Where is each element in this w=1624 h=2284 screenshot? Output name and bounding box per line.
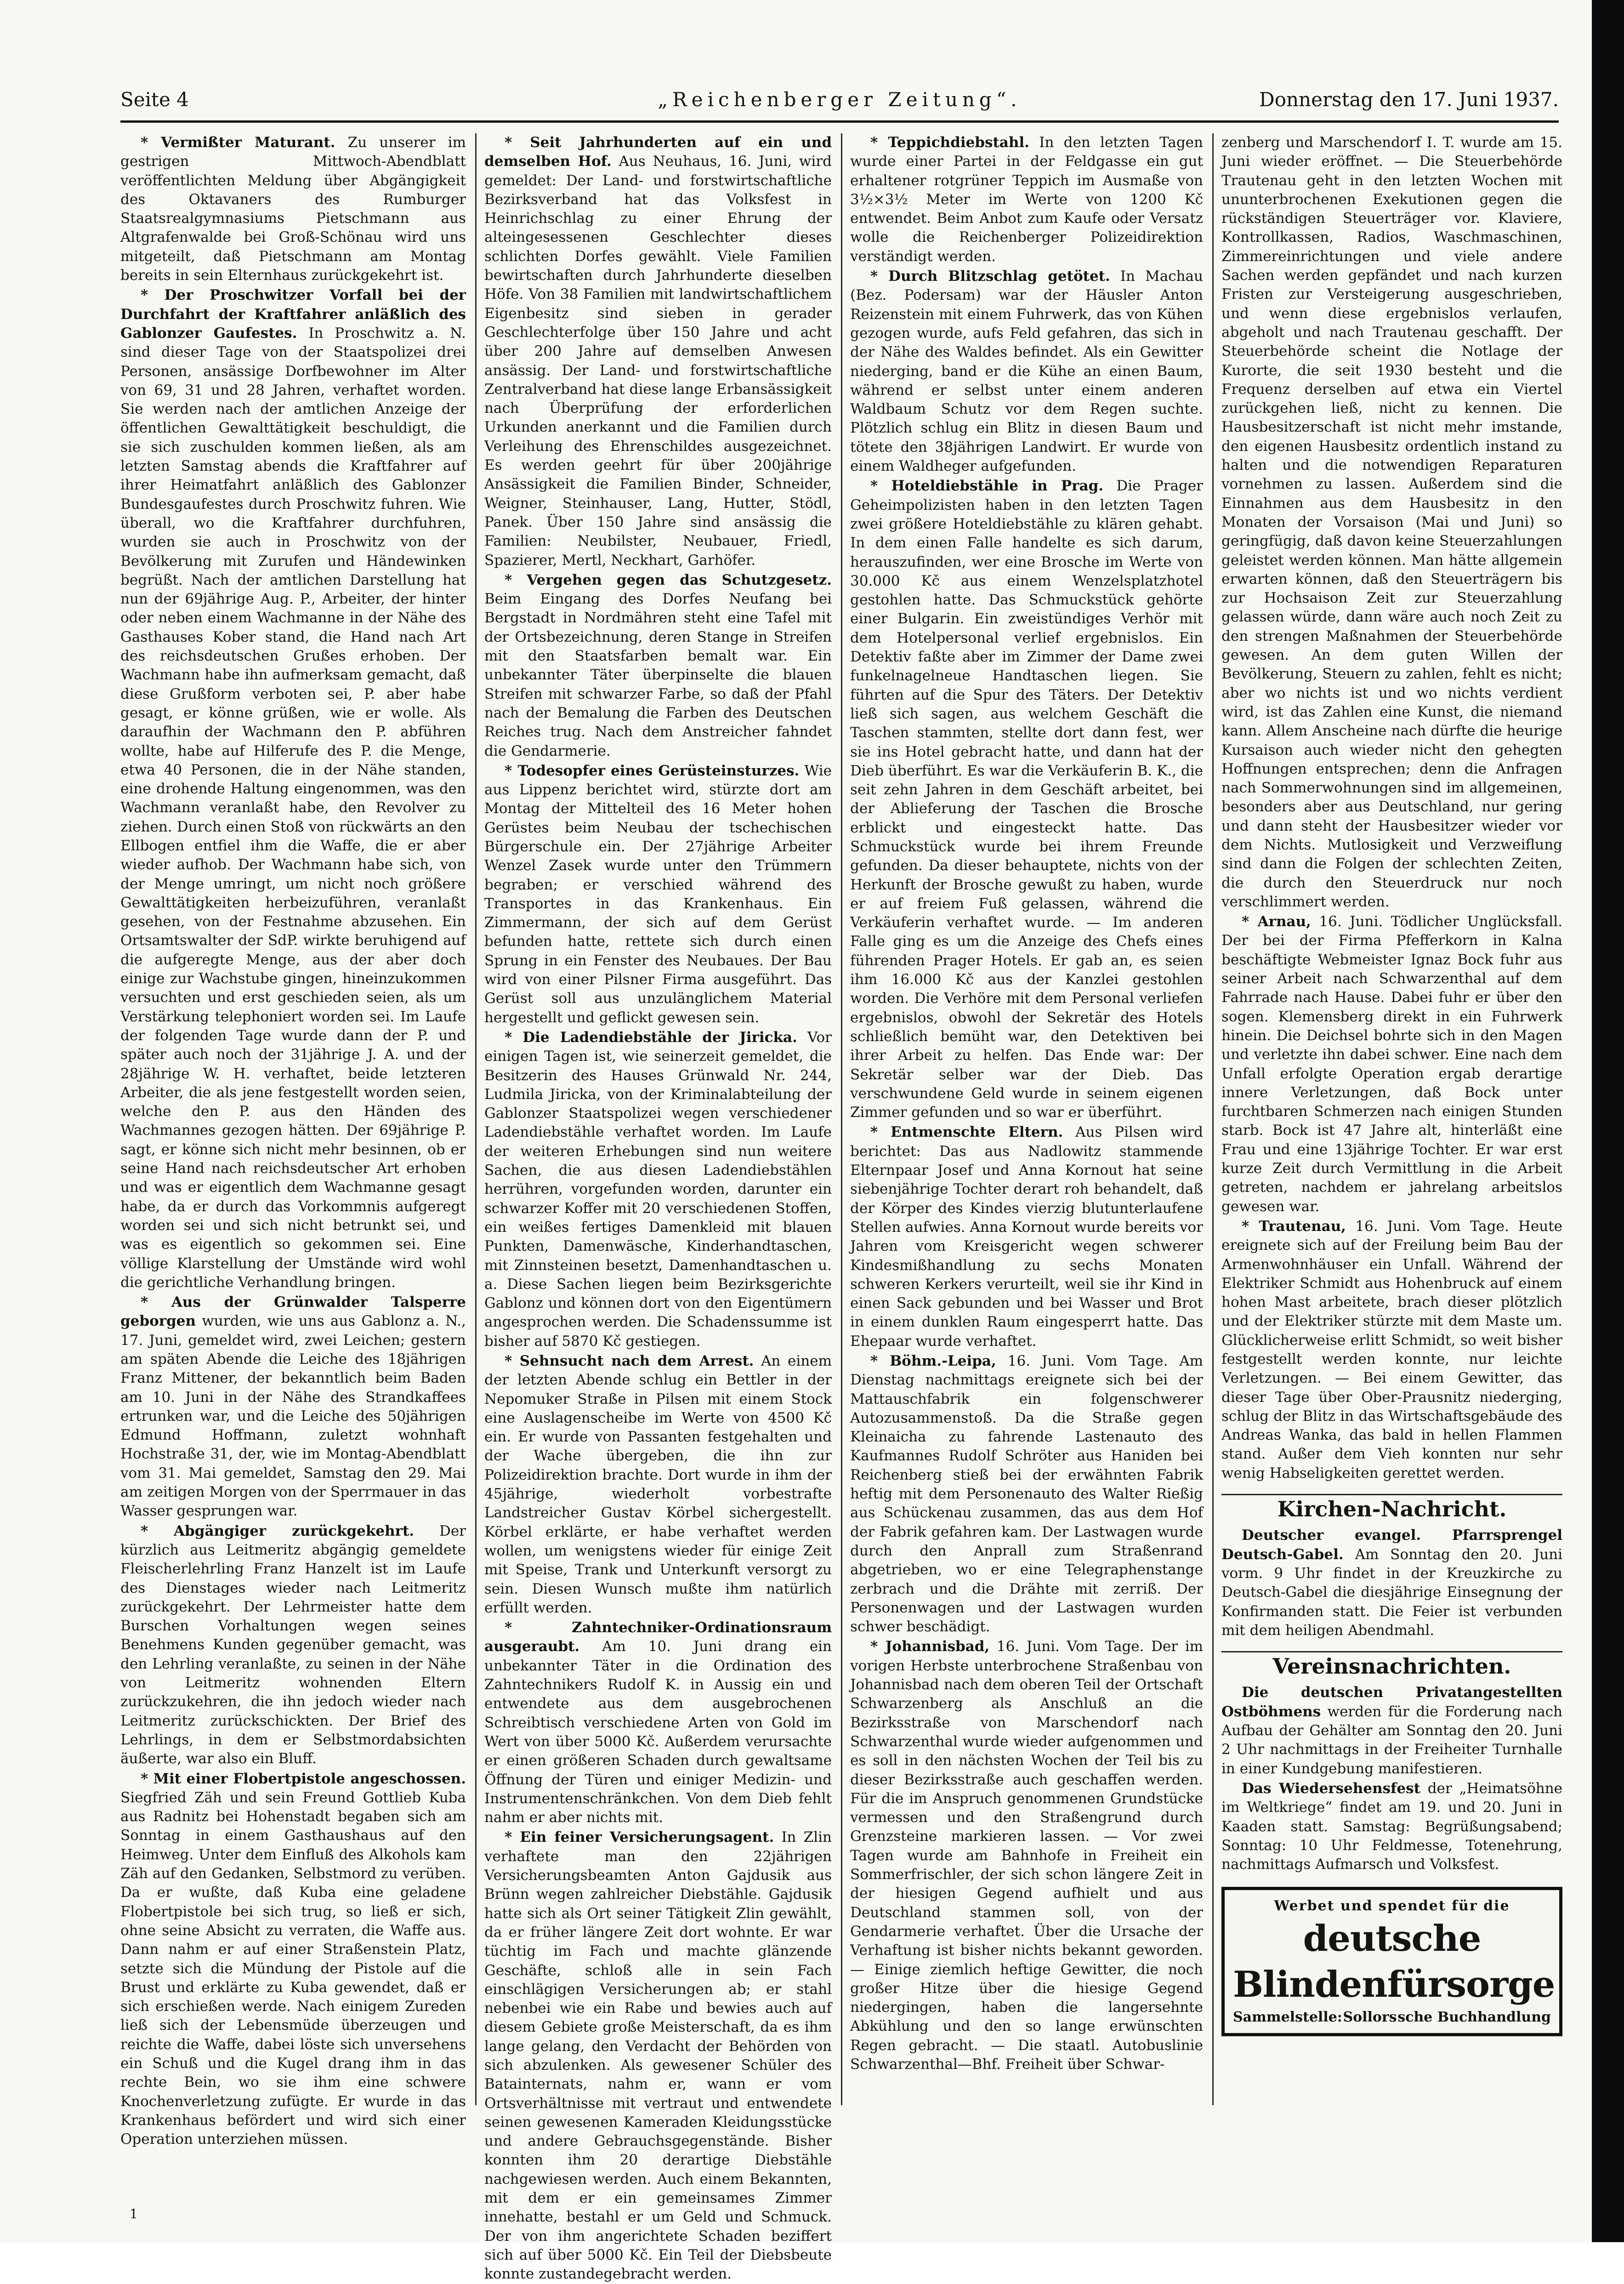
- article: [484, 1352, 832, 1618]
- article-text: In den letzten Tagen wurde einer Partei in der Feldgasse ein gut erhaltener rotgrüner Teppich im Ausmaße von 3½×3½ Meter im Werte von 1200 Kč entwendet. Beim Anbot zum Kaufe oder Versatz wolle die Reichenberger Polizeidirektion verständigt werden.: [850, 134, 1203, 265]
- article: [1221, 912, 1562, 1216]
- ad-shop-name: Sollors: [1343, 2009, 1397, 2025]
- article-headline: * Ein feiner Versicherungsagent.: [505, 1829, 774, 1846]
- column-1: [120, 133, 466, 2148]
- vereins-item: [1221, 1683, 1562, 1778]
- article-text: wurden, wie uns aus Gablonz a. N., 17. Juni, gemeldet wird, zwei Leichen; gestern am späten Abende die Leiche des 18jährigen Franz Mittener, der bekanntlich beim Baden am 10. Juni in der Nähe des Strandkaffees ertrunken war, und die Leiche des 50jährigen Edmund Hoffmann, zuletzt wohnhaft Hochstraße 31, der, wie im Montag-Abendblatt vom 31. Mai gemeldet, Samstag den 29. Mai am zeitigen Morgen von der Sperrmauer in das Wasser gesprungen war.: [120, 1313, 466, 1520]
- article-text: An einem der letzten Abende schlug ein Bettler in der Nepomuker Straße in Pilsen mit einem Stock eine Auslagenscheibe im Werte von 4500 Kč ein. Er wurde von Passanten festgehalten und der Wache übergeben, die ihn zur Polizeidirektion brachte. Dort wurde in ihm der 45jährige, wiederholt vorbestrafte Landstreicher Gustav Körbel sichergestellt. Körbel erklärte, er habe verhaftet werden wollen, um wenigstens wieder für einige Zeit mit Speise, Trank und Unterkunft versorgt zu sein. Diesen Wunsch mußte ihm natürlich erfüllt werden.: [484, 1353, 832, 1616]
- article-headline: * Seit Jahrhunderten auf ein und demselben Hof.: [484, 134, 832, 170]
- article-text: In Zlin verhaftete man den 22jährigen Versicherungsbeamten Anton Gajdusik aus Brünn wegen zahlreicher Diebstähle. Gajdusik hatte sich als Ort seiner Tätigkeit Zlin gewählt, da er früher längere Zeit dort wohnte. Er war tüchtig im Fach und machte glänzende Geschäfte, schloß alle in sein Fach einschlägigen Versicherungen ab; er stahl nebenbei wie ein Rabe und bewies auch auf diesem Gebiete große Meisterschaft, da es ihm lange gelang, den Verdacht der Behörden von sich abzulenken. Als gewesener Schüler des Batainternats, nahm er, wann er vom Ortsverhältnisse mit vertraut und entwendete seinen gewesenen Kameraden Kleidungsstücke und andere Gebrauchsgegenstände. Bisher konnten ihm 20 derartige Diebstähle nachgewiesen werden. Auch einem Bekannten, mit dem er ein gemeinsames Zimmer innehatte, bestahl er um Geld und Schmuck. Der von ihm angerichtete Schaden beziffert sich auf über 5000 Kč. Ein Teil der Diebsbeute konnte zustandegebracht werden.: [484, 1829, 832, 2283]
- article-text: In Machau (Bez. Podersam) war der Häusler Anton Reizenstein mit einem Fuhrwerk, das von Kühen gezogen wurde, aufs Feld gefahren, das sich in der Nähe des Waldes befindet. Als ein Gewitter niederging, band er die Kühe an einen Baum, während er selbst unter einem anderen Waldbaum Schutz vor dem Regen suchte. Plötzlich schlug ein Blitz in diesen Baum und tötete den 38jährigen Landwirt. Er wurde von einem Waldheger aufgefunden.: [850, 268, 1203, 475]
- article-headline: * Die Ladendiebstähle der Jiricka.: [505, 1029, 797, 1046]
- ad-top-line: Werbet und spendet für die: [1274, 1898, 1510, 1914]
- page-header: [120, 88, 1559, 120]
- article: [484, 571, 832, 761]
- article-text: Wie aus Lippenz berichtet wird, stürzte dort am Montag der Mittelteil des 16 Meter hohen Gerüstes beim Neubau der tschechischen Bürgerschule ein. Der 27jährige Arbeiter Wenzel Zasek wurde unter den Trümmern begraben; er verschied während des Transportes in das Krankenhaus. Ein Zimmermann, der sich auf dem Gerüst befunden hatte, rettete sich durch einen Sprung in ein Fenster des Neubaues. Der Bau wird von einer Pilsner Firma ausgeführt. Das Gerüst soll aus unzulänglichem Material hergestellt und geflickt gewesen sein.: [484, 762, 832, 1026]
- article: [484, 1028, 832, 1351]
- vereins-item-text: der „Heimatsöhne im Weltkriege“ findet am 19. und 20. Juni in Kaaden statt. Samstag: Begrüßungsabend; Sonntag: 10 Uhr Feldmesse, Totenehrung, nachmittags Aufmarsch und Volksfest.: [1221, 1780, 1563, 1873]
- ad-collection-label: Sammelstelle:: [1233, 2009, 1342, 2025]
- article: [1221, 133, 1562, 911]
- vereins-item-text: werden für die Forderung nach Aufbau der Gehälter am Sonntag den 20. Juni 2 Uhr nachmittags in der Freiheiter Turnhalle in einer Kundgebung manifestieren.: [1221, 1703, 1562, 1777]
- article: [120, 286, 466, 1292]
- vereins-heading: Vereinsnachrichten.: [1221, 1651, 1562, 1676]
- page-number: Seite 4: [120, 88, 189, 111]
- column-2: [484, 133, 832, 2283]
- article-text: 16. Juni. Vom Tage. Heute ereignete sich auf der Freilung beim Bau der Armenwohnhäuser ein Unfall. Während der Elektriker Schmidt aus Hohenbruck auf einem hohen Mast arbeitete, brach dieser plötzlich und der Elektriker stürzte mit dem Maste um. Glücklicherweise erlitt Schmidt, so weit bisher festgestellt werden konnte, nur leichte Verletzungen. — Bei einem Gewitter, das dieser Tage über Ober-Prausnitz niederging, schlug der Blitz in das Wirtschaftsgebäude des Andreas Wanka, das bald in hellen Flammen stand. Außer dem Vieh konnten nur sehr wenig Habseligkeiten gerettet werden.: [1221, 1218, 1562, 1481]
- article-headline: * Todesopfer eines Gerüsteinsturzes.: [505, 762, 800, 779]
- footer-mark: 1: [130, 2206, 138, 2221]
- vereins-item: [1221, 1779, 1562, 1874]
- article: [120, 133, 466, 285]
- vereins-item-head: Das Wiedersehensfest: [1242, 1780, 1420, 1797]
- article-text: 16. Juni. Vom Tage. Der im vorigen Herbste unterbrochene Straßenbau von Johannisbad nach dem oberen Teil der Ortschaft Schwarzenberg als Anschluß an die Bezirksstraße von Marschendorf nach Schwarzenthal wurde wieder aufgenommen und es soll in den nächsten Wochen der Teil bis zu dieser Bezirksstraße auch geschaffen werden. Für die im Anspruch genommenen Grundstücke vermessen und den Straßengrund durch Grenzsteine markieren lassen. — Vor zwei Tagen wurde am Bahnhofe in Freiheit ein Sommerfrischler, der sich schon längere Zeit in der hiesigen Gegend aufhielt und aus Deutschland stammen soll, von der Gendarmerie verhaftet. Über die Ursache der Verhaftung ist bisher nichts bekannt geworden. — Einige ziemlich heftige Gewitter, die noch großer Hitze über die hiesige Gegend niedergingen, haben die langersehnte Abkühlung und den so lange erwünschten Regen gebracht. — Die staatl. Autobuslinie Schwarzenthal—Bhf. Freiheit über Schwar-: [850, 1638, 1204, 2073]
- vereins-item-head: Die deutschen Privatangestellten Ostböhmens: [1221, 1684, 1562, 1720]
- church-notice-text: Am Sonntag den 20. Juni vorm. 9 Uhr findet in der Kreuzkirche zu Deutsch-Gabel die diesjährige Einsegnung der Konfirmanden statt. Die Feier ist verbunden mit dem heiligen Abendmahl.: [1221, 1546, 1562, 1639]
- article: [850, 1637, 1203, 2074]
- article-headline: * Teppichdiebstahl.: [870, 134, 1029, 151]
- article-text: Siegfried Zäh und sein Freund Gottlieb Kuba aus Radnitz bei Hohenstadt begaben sich am Sonntag in einem Gasthaushaus auf den Heimweg. Unter dem Einfluß des Alkohols kam Zäh auf den Gedanken, Selbstmord zu verüben. Da er wußte, daß Kuba eine geladene Flobertpistole bei sich trug, so ließ er sich, ohne seine Absicht zu verraten, die Waffe aus. Dann nahm er auf einer Straßenstein Platz, setzte sich die Mündung der Pistole auf die Brust und erklärte zu Kuba gewendet, daß er sich erschießen werde. Nach einigem Zureden ließ sich der Lebensmüde überzeugen und reichte die Waffe, dabei löste sich unversehens ein Schuß und die Kugel drang ihm in das rechte Bein, wo sie ihm eine schwere Knochenverletzung zufügte. Er wurde in das Krankenhaus befördert und wird sich einer Operation unterziehen müssen.: [120, 1789, 466, 2148]
- article: [484, 762, 832, 1027]
- article-headline: * Johannisbad,: [870, 1638, 990, 1655]
- church-notice-head: Deutscher evangel. Pfarrsprengel Deutsch-Gabel.: [1221, 1527, 1562, 1563]
- issue-date: Donnerstag den 17. Juni 1937.: [1259, 88, 1559, 111]
- article-text: Beim Eingang des Dorfes Neufang bei Bergstadt in Nordmähren steht eine Tafel mit der Ortsbezeichnung, deren Stange in Streifen mit den Staatsfarben bemalt war. Ein unbekannter Täter überpinselte die blauen Streifen mit schwarzer Farbe, so daß der Pfahl nach der Bemalung die Farben des Deutschen Reiches trug. Nach dem Anstreicher fahndet die Gendarmerie.: [484, 591, 832, 759]
- article-headline: * Durch Blitzschlag getötet.: [870, 268, 1110, 285]
- article-headline: * Sehnsucht nach dem Arrest.: [505, 1353, 754, 1369]
- article-headline: * Böhm.-Leipa,: [870, 1353, 996, 1369]
- header-rule: [120, 120, 1559, 123]
- article: [484, 133, 832, 570]
- scan-edge: [1592, 0, 1624, 2242]
- article: [850, 1352, 1203, 1636]
- article: [120, 1770, 466, 2149]
- article-headline: * Hoteldiebstähle in Prag.: [870, 478, 1104, 495]
- ad-bottom-line: [1233, 2008, 1551, 2027]
- ad-shop-suffix: sche Buchhandlung: [1397, 2009, 1551, 2025]
- article: [850, 267, 1203, 476]
- article-headline: * Trautenau,: [1242, 1218, 1346, 1235]
- church-notice: [1221, 1526, 1562, 1640]
- article-text: Zu unserer im gestrigen Mittwoch-Abendblatt veröffentlichten Meldung über Abgängigkeit des Oktavaners des Rumburger Staatsrealgymnasiums Pietschmann aus Altgrafenwalde bei Groß-Schönau wird uns mitgeteilt, daß Pietschmann am Montag bereits in sein Elternhaus zurückgekehrt ist.: [120, 134, 466, 284]
- article: [850, 1123, 1203, 1351]
- article-text: Am 10. Juni drang ein unbekannter Täter in die Ordination des Zahntechnikers Rudolf K. in Aussig ein und entwendete aus dem ausgebrochenen Schreibtisch verschiedene Arten von Gold im Wert von über 5000 Kč. Außerdem verursachte er einen größeren Schaden durch gewaltsame Öffnung der Türen und einiger Medizin- und Instrumentenschränkchen. Von dem Dieb fehlt nahm er aber nichts mit.: [484, 1638, 832, 1826]
- article-headline: * Entmenschte Eltern.: [870, 1124, 1063, 1141]
- article-headline: * Arnau,: [1242, 913, 1311, 930]
- article-text: Der kürzlich aus Leitmeritz abgängig gemeldete Fleischerlehrling Franz Hanzelt ist im Laufe des Dienstages wieder nach Leitmeritz zurückgekehrt. Der Lehrmeister hatte dem Burschen Vorhaltungen wegen seines Benehmens Kunden gegenüber gemacht, was den Lehrling veranlaßte, zu seinen in der Nähe von Leitmeritz wohnenden Eltern zurückzukehren, die ihn jedoch wieder nach Leitmeritz zurückschickten. Der Brief des Lehrlings, in dem er Selbstmordabsichten äußerte, war also ein Bluff.: [120, 1522, 466, 1767]
- article-text: zenberg und Marschendorf I. T. wurde am 15. Juni wieder eröffnet. — Die Steuerbehörde Trautenau geht in den letzten Wochen mit ununterbrochenen Exekutionen gegen die rückständigen Steuerträger vor. Klaviere, Kontrollkassen, Radios, Waschmaschinen, Zimmereinrichtungen und viele andere Sachen werden gepfändet und nach kurzen Fristen zur Versteigerung ausgeschrieben, und wenn diese ergebnislos verlaufen, abgeholt und nach Trautenau geschafft. Der Steuerbehörde scheint die Notlage der Kurorte, die seit 1930 besteht und die Frequenz derselben auf etwa ein Viertel zurückgehen ließ, nicht zu kennen. Die Hausbesitzerschaft ist nicht mehr imstande, den eigenen Hausbesitz ordentlich instand zu halten und die notwendigen Reparaturen vornehmen zu lassen. Außerdem sind die Einnahmen aus dem Hausbesitz in den Monaten der Vorsaison (Mai und Juni) so geringfügig, daß davon keine Steuerzahlungen geleistet werden können. Man hätte allgemein erwarten können, daß den Steuerträgern bis zur Hochsaison Zeit zur Steuerzahlung gelassen würde, dann wäre auch noch Zeit zu den strengen Maßnahmen der Steuerbehörde gewesen. An dem guten Willen der Bevölkerung, Steuern zu zahlen, fehlt es nicht; aber wo nichts ist und wo nichts verdient wird, ist das Zahlen eine Kunst, die niemand kann. Allem Anscheine nach dürfte die heurige Kursaison auch wieder nicht den gehegten Hoffnungen entsprechen; denn die Anfragen nach Sommerwohnungen sind im allgemeinen, besonders aber aus Deutschland, nur gering und dann steht der Hausbesitzer wieder vor dem Nichts. Mutlosigkeit und Verzweiflung sind dann die Folgen der schlechten Zeiten, die durch den Steuerdruck nur noch verschlimmert werden.: [1221, 134, 1562, 910]
- article: [484, 1618, 832, 1827]
- article-headline: * Vermißter Maturant.: [141, 134, 335, 151]
- column-3: [850, 133, 1203, 2105]
- article-text: In Proschwitz a. N. sind dieser Tage von der Staatspolizei drei Personen, ansässige Dorfbewohner im Alter von 69, 31 und 28 Jahren, verhaftet worden. Sie werden nach der amtlichen Anzeige der öffentlichen Gewalttätigkeit beschuldigt, die sie sich zuschulden kommen ließen, als am letzten Samstag abends die Kraftfahrer auf ihrer Heimatfahrt anläßlich des Gablonzer Bundesgaufestes durch Proschwitz fuhren. Wie überall, wo die Kraftfahrer durchfuhren, wurden sie auch in Proschwitz von der Bevölkerung mit Zurufen und Händewinken begrüßt. Nach der amtlichen Darstellung hat nun der 69jährige Aug. P., Arbeiter, der hinter oder neben einem Wachmanne in der Nähe des Gasthauses Kober stand, die Hand nach Art des reichsdeutschen Grußes erhoben. Der Wachmann habe ihn aufmerksam gemacht, daß diese Grußform verboten sei, P. aber habe gesagt, er könne grüßen, wie er wolle. Als daraufhin der Wachmann den P. abführen wollte, habe auf Hilferufe des P. die Menge, etwa 40 Personen, die in der Nähe standen, eine drohende Haltung eingenommen, was den Wachmann veranlaßt habe, den Revolver zu ziehen. Durch einen Stoß von rückwärts an den Ellbogen entfiel ihm die Waffe, die er aber wieder aufhob. Der Wachmann habe sich, von der Menge umringt, um nicht noch größere Gewalttätigkeiten herbeizuführen, veranlaßt gesehen, von der Festnahme abzusehen. Ein Ortsamtswalter der SdP. wirkte beruhigend auf die aufgeregte Menge, aus der aber doch einige zur Wachstube gingen, hineinzukommen versuchten und erst geschieden seien, als um Verstärkung telephoniert worden sei. Im Laufe der folgenden Tage wurde dann der P. und später auch noch der 31jährige J. A. und der 28jährige W. H. verhaftet, beide letzteren Arbeiter, die als jene festgestellt worden seien, welche den P. aus den Händen des Wachmannes gezogen hätten. Der 69jährige P. sagt, er könne sich nicht mehr besinnen, ob er seine Hand nach reichsdeutscher Art erhoben und was er eigentlich dem Wachmanne gesagt habe, da er durch das Vorkommnis aufgeregt worden sei und sich nicht betrunkt sei, und was es eigentlich so gekommen sei. Eine völlige Klarstellung der Umstände wird wohl die gerichtliche Verhandlung bringen.: [120, 325, 466, 1291]
- article-headline: * Vergehen gegen das Schutzgesetz.: [505, 571, 832, 588]
- article-headline: * Der Proschwitzer Vorfall bei der Durchfahrt der Kraftfahrer anläßlich des Gablonzer Gaufestes.: [120, 287, 466, 342]
- article-text: Die Prager Geheimpolizisten haben in den letzten Tagen zwei größere Hoteldiebstähle zu klären gehabt. In dem einen Falle handelte es sich darum, herauszufinden, wer eine Brosche im Werte von 30.000 Kč aus einem Wenzelsplatzhotel gestohlen hatte. Das Schmuckstück gehörte einer Bulgarin. Ein zweistündiges Verhör mit dem Hotelpersonal verlief ergebnislos. Ein Detektiv faßte aber im Zimmer der Dame zwei funkelnagelneue Handtaschen liegen. Sie führten auf die Spur des Täters. Der Detektiv ließ sich sagen, aus welchem Geschäft die Taschen stammten, stellte dort dann fest, wer sie ins Hotel gebracht hatte, und dann hat der Dieb überführt. Es war die Verkäuferin B. K., die seit zehn Jahren in dem Geschäft arbeitet, bei der Ablieferung der Taschen die Brosche erblickt und eingesteckt hatte. Das Schmuckstück wurde bei ihrem Freunde gefunden. Da dieser behauptete, nichts von der Herkunft der Brosche gewußt zu haben, wurde er auf freiem Fuß gelassen, während die Verkäuferin verhaftet wurde. — Im anderen Falle ging es um die Anzeige des Chefs eines führenden Prager Hotels. Er gab an, es seien ihm 16.000 Kč aus der Kanzlei gestohlen worden. Die Verhöre mit dem Personal verliefen ergebnislos, obwohl der Sekretär des Hotels schließlich bemüht war, den Detektiven bei ihrer Arbeit zu helfen. Das Ende war: Der Sekretär selber war der Dieb. Das verschwundene Geld wurde in seinem eigenen Zimmer gefunden und so war er überführt.: [850, 478, 1203, 1121]
- article-text: 16. Juni. Tödlicher Unglücksfall. Der bei der Firma Pfefferkorn in Kalna beschäftigte Webmeister Ignaz Bock fuhr aus seiner Arbeit nach Schwarzenthal auf dem Fahrrade nach Hause. Dabei fuhr er über den sogen. Klemensberg direkt in ein Fuhrwerk hinein. Die Deichsel bohrte sich in den Magen und verletzte ihn dabei schwer. Eine nach dem Unfall erfolgte Operation ergab derartige innere Verletzungen, daß Bock unter furchtbaren Schmerzen nach einigen Stunden starb. Bock ist 47 Jahre alt, hinterläßt eine Frau und eine 13jährige Tochter. Er war erst kurze Zeit durch Vermittlung in die Arbeit getreten, nachdem er jahrelang arbeitslos gewesen war.: [1221, 913, 1562, 1215]
- article: [1221, 1217, 1562, 1483]
- masthead: „Reichenberger Zeitung“.: [658, 88, 1022, 111]
- article-text: Aus Pilsen wird berichtet: Das aus Nadlowitz stammende Elternpaar Josef und Anna Kornout hat seine siebenjährige Tochter derart roh behandelt, daß der Körper des Kindes vierzig blutunterlaufene Stellen aufwies. Anna Kornout wurde bereits vor Jahren vom Kreisgericht wegen schwerer Kindesmißhandlung zu sechs Monaten schweren Kerkers verurteilt, weil sie ihr Kind in einen Sack gebunden und bei Wasser und Brot in einem dunklen Raum eingesperrt hatte. Das Ehepaar wurde verhaftet.: [850, 1124, 1203, 1350]
- article: [850, 133, 1203, 266]
- column-4: [1221, 133, 1562, 2105]
- article-text: Vor einigen Tagen ist, wie seinerzeit gemeldet, die Besitzerin des Hauses Grünwald Nr. 244, Ludmila Jiricka, von der Kriminalabteilung der Gablonzer Staatspolizei wegen verschiedener Ladendiebstähle verhaftet worden. Im Laufe der weiteren Erhebungen sind nun weitere Sachen, die aus diesen Ladendiebstählen herrühren, vorgefunden worden, darunter ein schwarzer Koffer mit 20 verschiedenen Stoffen, ein weißes fertiges Damenkleid mit blauen Punkten, Damenwäsche, Kinderhandtaschen, mit Zinnsteinen besetzt, Damenhandtaschen u. a. Diese Sachen liegen beim Bezirksgerichte Gablonz und können dort von den Eigentümern angesprochen werden. Die Schadenssumme ist bisher auf 5870 Kč gestiegen.: [484, 1029, 832, 1350]
- article: [484, 1828, 832, 2284]
- ad-main-line: deutsche Blindenfürsorge: [1233, 1917, 1555, 2005]
- article-headline: * Mit einer Flobertpistole angeschossen.: [141, 1770, 466, 1787]
- article-headline: * Zahntechniker-Ordinationsraum ausgeraubt.: [484, 1619, 832, 1655]
- article-headline: * Aus der Grünwalder Talsperre geborgen: [120, 1294, 466, 1330]
- column-divider: [475, 133, 477, 2105]
- article: [120, 1522, 466, 1769]
- column-divider: [841, 133, 842, 2105]
- church-heading: Kirchen-Nachricht.: [1221, 1494, 1562, 1519]
- article: [120, 1293, 466, 1521]
- article-text: Aus Neuhaus, 16. Juni, wird gemeldet: Der Land- und forstwirtschaftliche Bezirksverband hat das Volksfest in Heinrichschlag zu einer Ehrung der alteingesessenen Geschlechter dieses schlichten Dorfes gewählt. Viele Familien bewirtschaften durch Jahrhunderte dieselben Höfe. Von 38 Familien mit landwirtschaftlichem Eigenbesitz sind sieben in gerader Geschlechterfolge über 150 Jahre und acht über 200 Jahre auf demselben Anwesen ansässig. Der Land- und forstwirtschaftliche Zentralverband hat diese lange Erbansässigkeit nach Überprüfung der erforderlichen Urkunden anerkannt und die Familien durch Verleihung des Ehrenschildes ausgezeichnet. Es werden geehrt für über 200jährige Ansässigkeit die Familien Binder, Schneider, Weigner, Steinhauser, Lang, Hutter, Stödl, Panek. Über 150 Jahre sind ansässig die Familien: Neubilster, Neubauer, Friedl, Spazierer, Mertl, Neckhart, Garhöfer.: [484, 153, 832, 569]
- column-4-articles: [1221, 133, 1562, 1483]
- article-headline: * Abgängiger zurückgekehrt.: [141, 1522, 415, 1539]
- blindenfuersorge-ad: [1221, 1887, 1562, 2036]
- article-text: 16. Juni. Vom Tage. Am Dienstag nachmittags ereignete sich bei der Mattauschfabrik ein folgenschwerer Autozusammenstoß. Da die Straße gegen Kleinaicha zu fahrende Lastenauto des Kaufmannes Rudolf Schröter aus Haniden bei Reichenberg stieß bei der erwähnten Fabrik heftig mit dem Personenauto des Walter Rießig aus Schückenau zusammen, das aus dem Hof der Fabrik gefahren kam. Der Lastwagen wurde durch den Anprall zum Straßenrand abgetrieben, wo er eine Telegraphenstange zerbrach und die Drähte mit zerriß. Der Personenwagen und der Lastwagen wurden schwer beschädigt.: [850, 1353, 1203, 1635]
- article: [850, 477, 1203, 1122]
- column-divider: [1212, 133, 1214, 2105]
